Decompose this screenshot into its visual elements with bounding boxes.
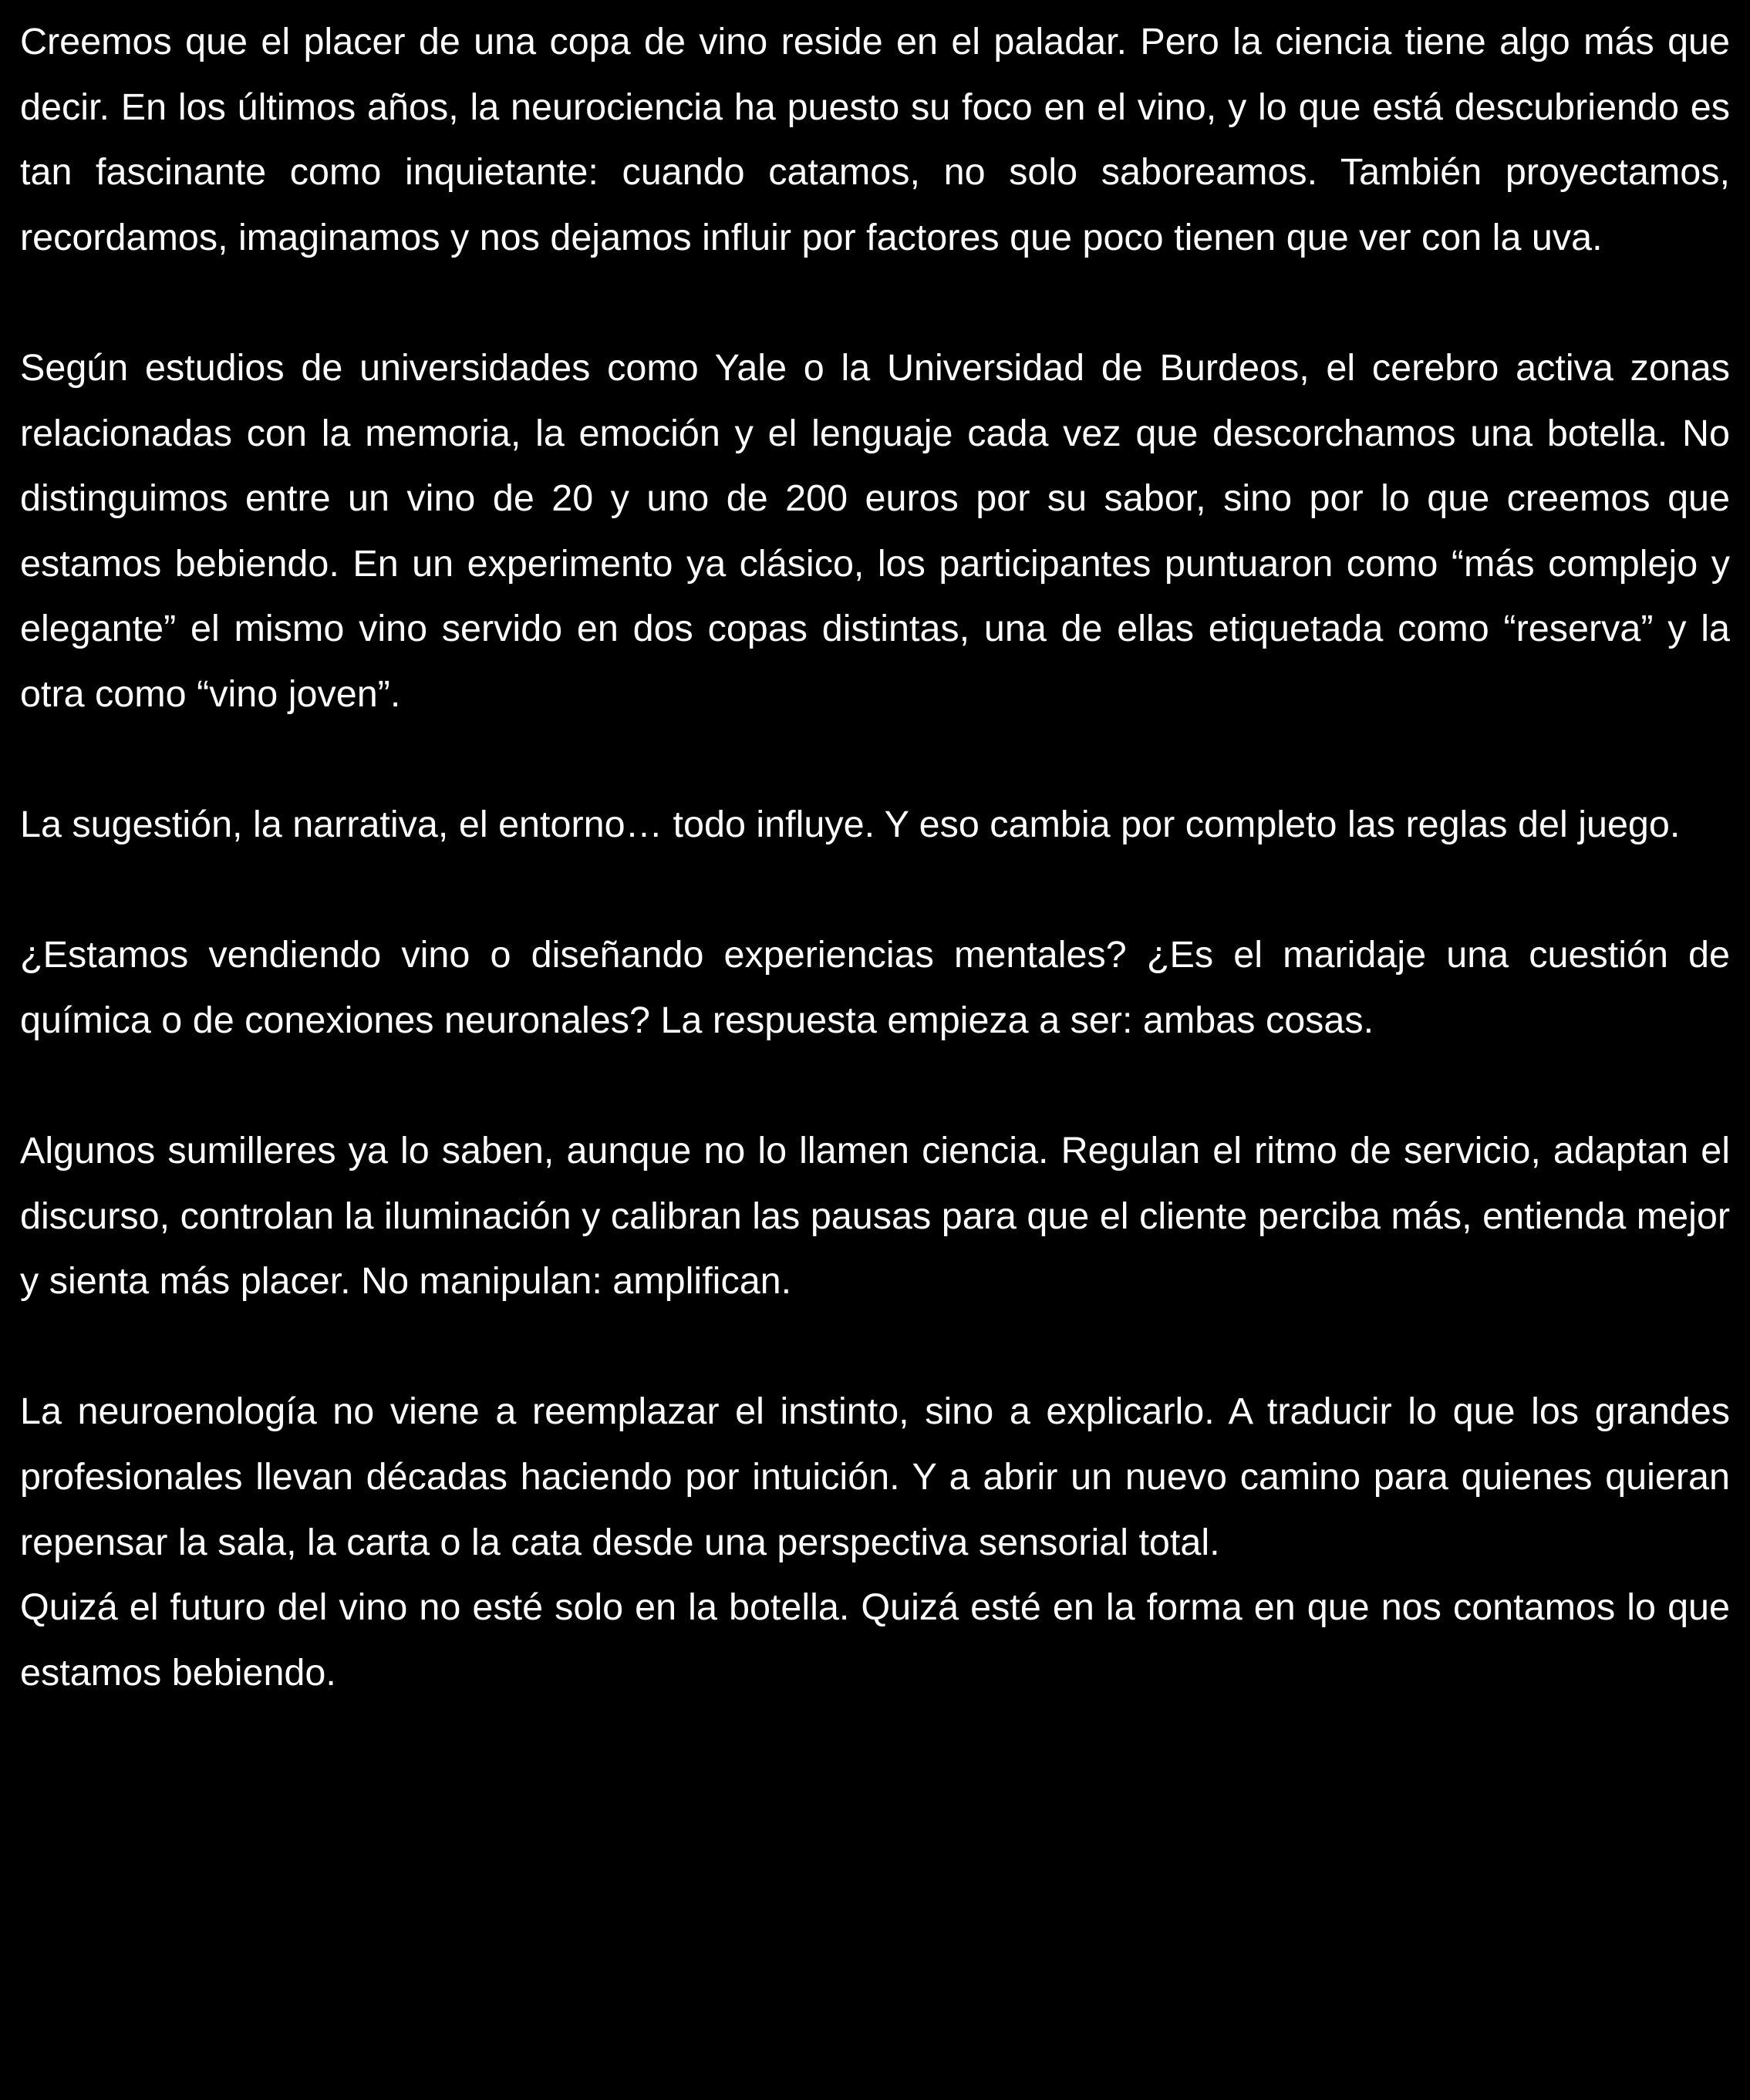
paragraph-intro: Creemos que el placer de una copa de vino reside en el paladar. Pero la ciencia tiene algo más que decir. En los últimos años, la neurociencia ha puesto su foco en el vino, y lo que está descubriendo es tan fascinante como inquietante: cuando catamos, no solo saboreamos. También proyectamos, recordamos, imaginamos y nos dejamos influir por factores que poco tienen que ver con la uva. [20,21,1730,258]
paragraph-suggestion: La sugestión, la narrativa, el entorno… todo influye. Y eso cambia por completo las reglas del juego. [20,804,1681,846]
paragraph-neuroenology: La neuroenología no viene a reemplazar el instinto, sino a explicarlo. A traducir lo que los grandes profesionales llevan décadas haciendo por intuición. Y a abrir un nuevo camino para quienes quieran repensar la sala, la carta o la cata desde una perspectiva sensorial total. [20,1390,1730,1563]
paragraph-studies: Según estudios de universidades como Yale o la Universidad de Burdeos, el cerebro activa zonas relacionadas con la memoria, la emoción y el lenguaje cada vez que descorchamos una botella. No distinguimos entre un vino de 20 y uno de 200 euros por su sabor, sino por lo que creemos que estamos bebiendo. En un experimento ya clásico, los participantes puntuaron como “más complejo y elegante” el mismo vino servido en dos copas distintas, una de ellas etiquetada como “reserva” y la otra como “vino joven”. [20,346,1730,715]
paragraph-sommeliers: Algunos sumilleres ya lo saben, aunque no lo llamen ciencia. Regulan el ritmo de servicio, adaptan el discurso, controlan la iluminación y calibran las pausas para que el cliente perciba más, entienda mejor y sienta más placer. No manipulan: amplifican. [20,1130,1730,1303]
paragraph-questions: ¿Estamos vendiendo vino o diseñando experiencias mentales? ¿Es el maridaje una cuestión de química o de conexiones neuronales? La respuesta empieza a ser: ambas cosas. [20,934,1730,1041]
paragraph-closing: Quizá el futuro del vino no esté solo en la botella. Quizá esté en la forma en que nos contamos lo que estamos bebiendo. [20,1586,1730,1694]
